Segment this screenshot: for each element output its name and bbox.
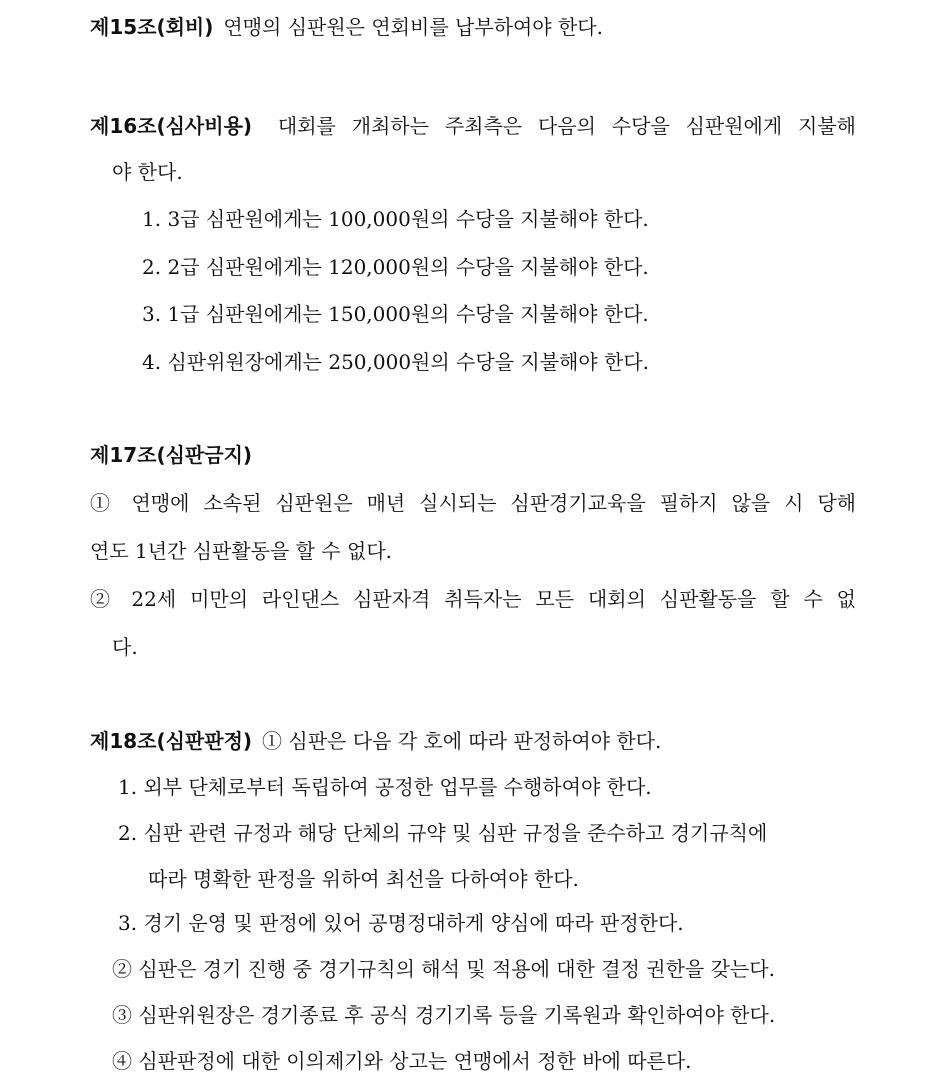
article-15-heading: 제15조(회비): [90, 15, 214, 39]
article-16-item-3: 3. 1급 심판원에게는 150,000원의 수당을 지불해야 한다.: [142, 302, 649, 326]
article-18-para-4: ④ 심판판정에 대한 이의제기와 상고는 연맹에서 정한 바에 따른다.: [112, 1049, 692, 1073]
article-18-item-2-line-2: 따라 명확한 판정을 위하여 최선을 다하여야 한다.: [148, 867, 579, 891]
article-18-heading: 제18조(심판판정): [90, 729, 253, 753]
article-15-line-1: [90, 14, 603, 40]
article-17-heading-line: [90, 442, 262, 468]
article-18-para-3: ③ 심판위원장은 경기종료 후 공식 경기기록 등을 기록원과 확인하여야 한다.: [112, 1003, 776, 1027]
article-16-heading: 제16조(심사비용): [90, 114, 253, 138]
article-18-line-1: [90, 728, 661, 754]
article-15-text: 연맹의 심판원은 연회비를 납부하여야 한다.: [223, 15, 603, 39]
article-18-item-2-line-1: 2. 심판 관련 규정과 해당 단체의 규약 및 심판 규정을 준수하고 경기규칙에: [118, 821, 768, 845]
article-17-para-2-line-1: ② 22세 미만의 라인댄스 심판자격 취득자는 모든 대회의 심판활동을 할 수 없: [90, 587, 856, 611]
article-18-text: ① 심판은 다음 각 호에 따라 판정하여야 한다.: [262, 729, 662, 753]
article-16-item-2: 2. 2급 심판원에게는 120,000원의 수당을 지불해야 한다.: [142, 255, 649, 279]
article-16-line-2: 야 한다.: [112, 160, 183, 184]
article-17-heading: 제17조(심판금지): [90, 443, 253, 467]
article-16-line-1: [90, 113, 856, 139]
article-18-item-1: 1. 외부 단체로부터 독립하여 공정한 업무를 수행하여야 한다.: [118, 775, 652, 799]
article-17-para-1-line-1: ① 연맹에 소속된 심판원은 매년 실시되는 심판경기교육을 필하지 않을 시 당해: [90, 491, 856, 515]
article-16-item-4: 4. 심판위원장에게는 250,000원의 수당을 지불해야 한다.: [142, 350, 650, 374]
article-17-para-2-line-2: 다.: [112, 635, 138, 659]
article-16-text: 대회를 개최하는 주최측은 다음의 수당을 심판원에게 지불해: [277, 114, 856, 138]
article-16-item-1: 1. 3급 심판원에게는 100,000원의 수당을 지불해야 한다.: [142, 207, 649, 231]
article-17-para-1-line-2: 연도 1년간 심판활동을 할 수 없다.: [90, 539, 393, 563]
article-18-para-2: ② 심판은 경기 진행 중 경기규칙의 해석 및 적용에 대한 결정 권한을 갖는다.: [112, 957, 775, 981]
article-18-item-3: 3. 경기 운영 및 판정에 있어 공명정대하게 양심에 따라 판정한다.: [118, 911, 684, 935]
